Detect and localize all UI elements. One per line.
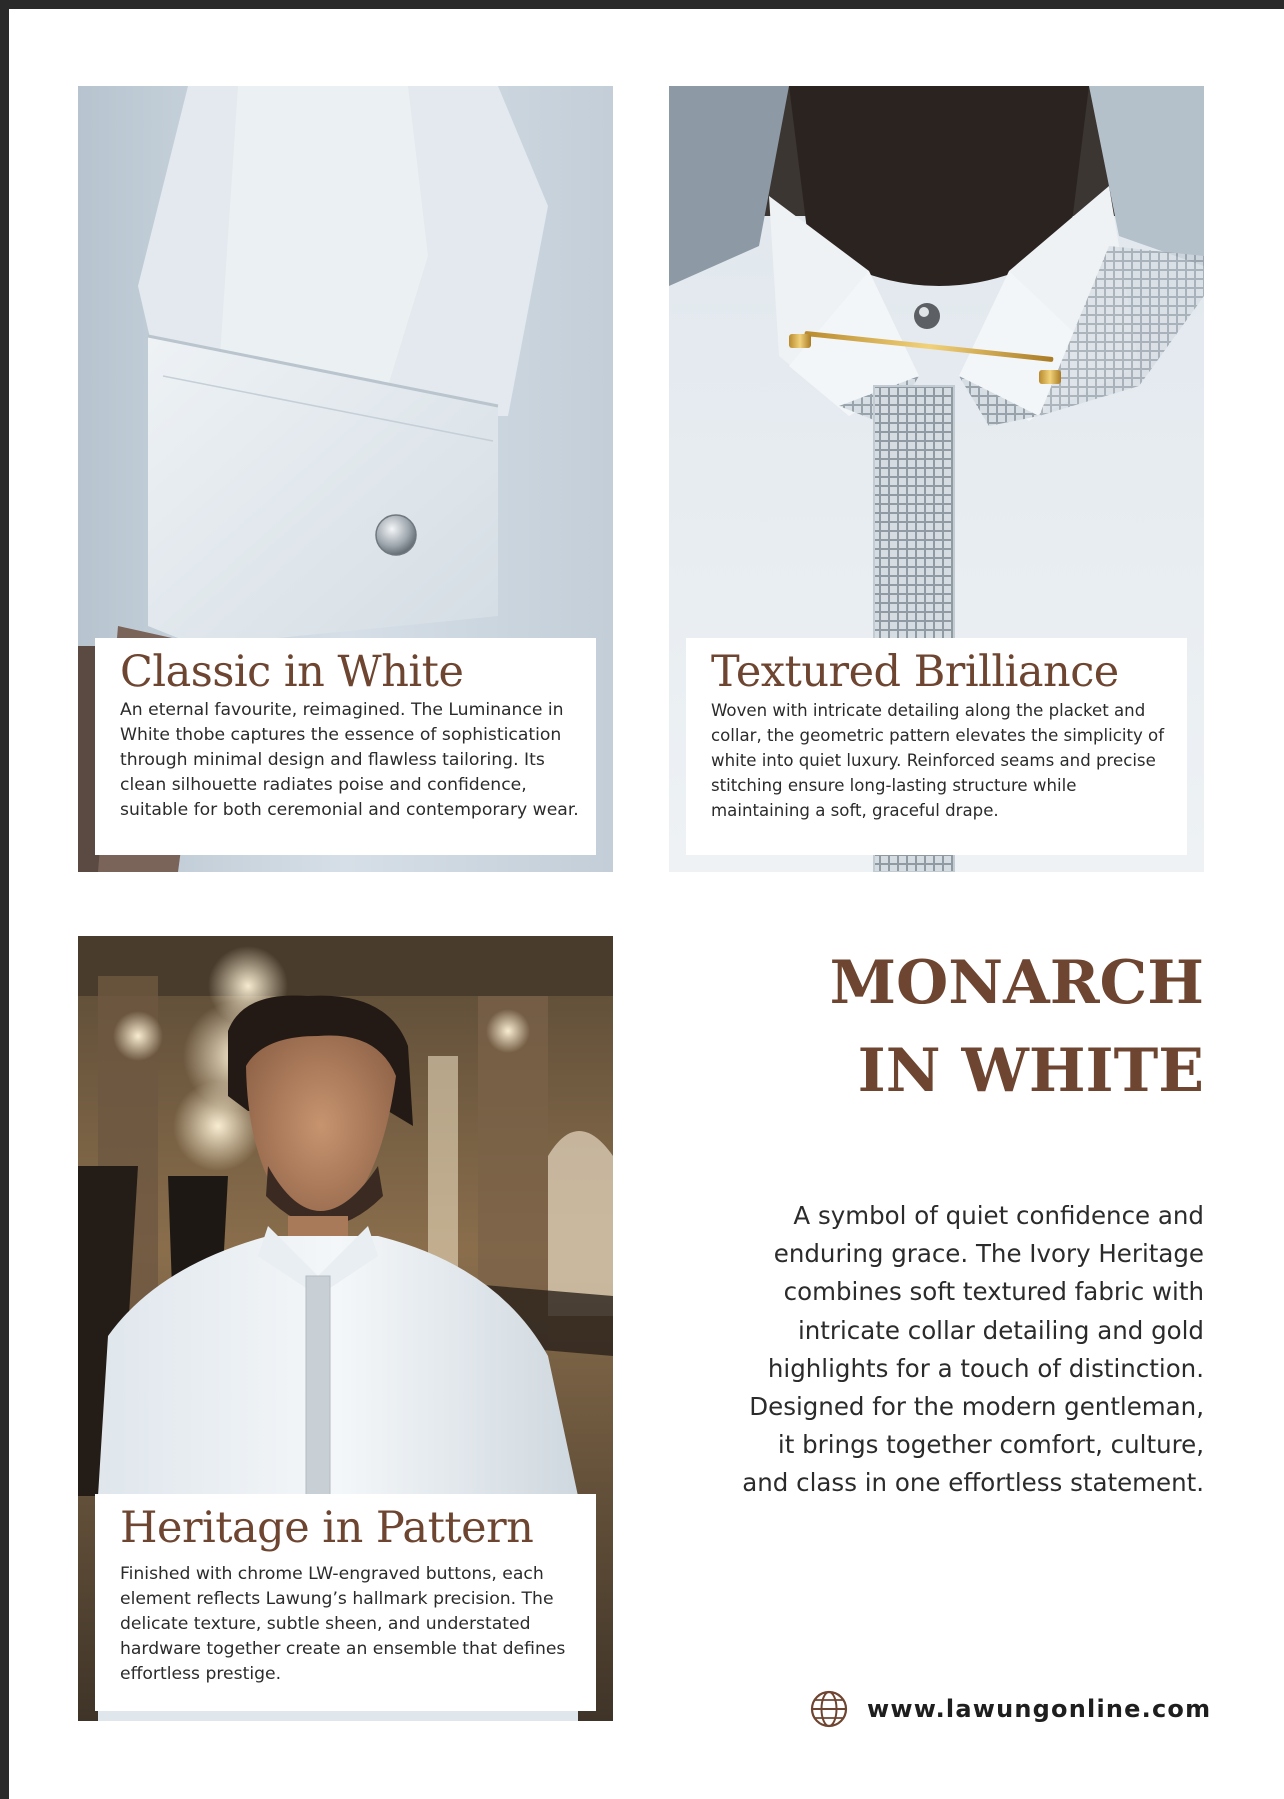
panel-title: Classic in White — [120, 647, 464, 697]
panel-caption — [95, 1494, 596, 1711]
panel-text: An eternal favourite, reimagined. The Luminance in White thobe captures the essence of sophistication through minimal design and flawless tailoring. Its clean silhouette radiates poise and confidence, suitable for both ceremonial and contemporary wear. — [120, 700, 579, 820]
panel-text: Woven with intricate detailing along the placket and collar, the geometric pattern elevates the simplicity of white into quiet luxury. Reinforced seams and precise stitching ensure long-lasting structure while maintaining a soft, graceful drape. — [711, 701, 1165, 820]
panel-title: Textured Brilliance — [711, 647, 1119, 697]
collection-description: A symbol of quiet confidence and enduring grace. The Ivory Heritage combines soft textured fabric with intricate collar detailing and gold highlights for a touch of distinction. Designed for the modern gentleman, it brings together comfort, culture, and class in one effortless statement. — [742, 1201, 1204, 1498]
headline-line-2: IN WHITE — [857, 1036, 1204, 1106]
website-url[interactable]: www.lawungonline.com — [867, 1695, 1212, 1723]
sleeve-cuff-photo — [78, 86, 613, 872]
collar-detail-photo — [669, 86, 1204, 872]
headline-line-1: MONARCH — [829, 948, 1204, 1018]
panel-text: Finished with chrome LW-engraved buttons, each element reflects Lawung’s hallmark precision. The delicate texture, subtle sheen, and understated hardware together create an ensemble that defines effortless prestige. — [120, 1564, 566, 1684]
panel-caption — [686, 638, 1187, 855]
website-link[interactable] — [809, 1689, 1211, 1729]
brochure-headline — [830, 939, 1204, 1115]
brochure-page — [9, 9, 1284, 1799]
panel-caption — [95, 638, 596, 855]
panel-title: Heritage in Pattern — [120, 1503, 534, 1553]
globe-icon — [809, 1689, 849, 1729]
model-portrait-photo — [78, 936, 613, 1721]
